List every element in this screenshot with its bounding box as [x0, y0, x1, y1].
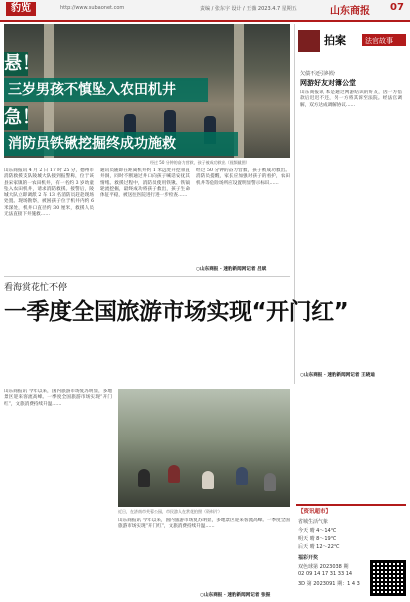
lottery-numbers: 02 09 14 17 31 33 14	[298, 571, 353, 577]
sidebar-kicker: 欠债不还引纠纷	[300, 71, 336, 77]
sidebar-title: 网游好友对簿公堂	[300, 79, 356, 87]
section-tag: 豹览	[6, 2, 36, 16]
weather-sub: 省城生活气象	[298, 519, 329, 525]
sidebar-body: 山东商报讯 本是通过网游结识的好友，因一方借款后迟迟不还，另一方将其诉至法院。经法官调解，双方达成调解协议……	[300, 90, 402, 108]
tourism-photo	[118, 389, 290, 507]
story1-column-3: 经过 50 分钟的奋力营救，孩子被成功救出。消防员提醒，家长应加强对孩子的看护，农田机井等危险场所应设置明显警示标识……	[196, 168, 290, 186]
photo-caption: 经过 50 分钟的奋力营救，孩子被成功救出（视频截图）	[150, 160, 250, 165]
header-meta: 责编 / 张东宇 设计 / 王薇 2023.4.7 星期五	[200, 6, 297, 12]
qr-code-icon[interactable]	[370, 560, 406, 596]
photo-figure	[202, 471, 214, 489]
page-number: 07	[390, 2, 404, 13]
lottery-3d: 3D 第 2023091 期：1 4 3	[298, 581, 360, 587]
headline-line-1: 三岁男孩不慎坠入农田机井	[4, 78, 208, 102]
paper-name: 山东商报	[330, 6, 370, 17]
sidebar-byline: ○山东商报 · 速豹新闻网记者 王晓迪	[300, 373, 375, 378]
column-logo	[298, 28, 406, 58]
story2-headline: 一季度全国旅游市场实现“开门红”	[4, 299, 349, 325]
site-url[interactable]: http://www.subaonet.com	[60, 5, 125, 11]
story1-column-1: 山东商报讯 4 月 2 日 17 时 25 分，德州市消防救援支队陵城大队接到报警称，位于该县宋家镇的一农田机井，有一名约 3 岁幼童坠入农田机井，请求消防救援。接警后，陵城大队立即调派 2 车 13 名消防员赶赴现场处置。现场勘察，被困孩子位于机井内约 6 米深处，机井口直径约 30 厘米，救援人员无法直接下井施救……	[4, 168, 94, 218]
headline-tag-1: 悬！	[4, 53, 40, 74]
weather-today: 今天 晴 4～14℃	[298, 528, 337, 534]
weather-tomorrow: 明天 晴 8～19℃	[298, 536, 337, 542]
divider	[4, 276, 290, 277]
column-name: 拍案	[324, 34, 346, 47]
gavel-icon	[298, 30, 320, 52]
info-heading: 【资讯超市】	[298, 509, 332, 515]
story2-kicker: 看海赏花忙不停	[4, 283, 68, 293]
story2-column-1: 山东商报讯 今年以来，国内旅游市场复苏明显，多地景区迎来客流高峰。一季度全国旅游市场实现“开门红”，文旅消费持续升温……	[4, 389, 112, 407]
column-sub: 法官故事	[365, 37, 393, 45]
story2-column-2: 山东商报讯 今年以来，国内旅游市场复苏明显，多地景区迎来客流高峰。一季度全国旅游市场实现“开门红”，文旅消费持续升温……	[118, 518, 290, 530]
photo-figure	[264, 473, 276, 491]
story1-column-2: 通讯员随即在距离机井约 1 米远处开挖垂直井洞，同时不断通过井口向孩子喊话安抚其情绪。救援过程中，消防员使用铁锹、铁镐轮流挖掘，最终成功将孩子救出，孩子生命体征平稳，被送往医院进行进一步检查……	[100, 168, 190, 199]
headline-line-2: 消防员铁锹挖掘终成功施救	[4, 132, 238, 156]
photo-figure	[236, 467, 248, 485]
story2-photo-caption: 近日，在济南市芙蓉公园，市民游人在赏花拍照（资料片）	[118, 509, 222, 514]
story1-byline: ○山东商报 · 速豹新闻网记者 吕斌	[196, 267, 267, 272]
story2-byline: ○山东商报 · 速豹新闻网记者 张振	[200, 593, 271, 598]
lottery-issue: 双色球第 2023038 期	[298, 564, 349, 570]
lottery-heading: 福彩开奖	[298, 555, 319, 561]
headline-tag-2: 急！	[4, 107, 40, 128]
photo-figure	[138, 469, 150, 487]
photo-figure	[168, 465, 180, 483]
weather-after: 后天 晴 12～22℃	[298, 544, 340, 550]
rescue-photo	[4, 24, 290, 158]
